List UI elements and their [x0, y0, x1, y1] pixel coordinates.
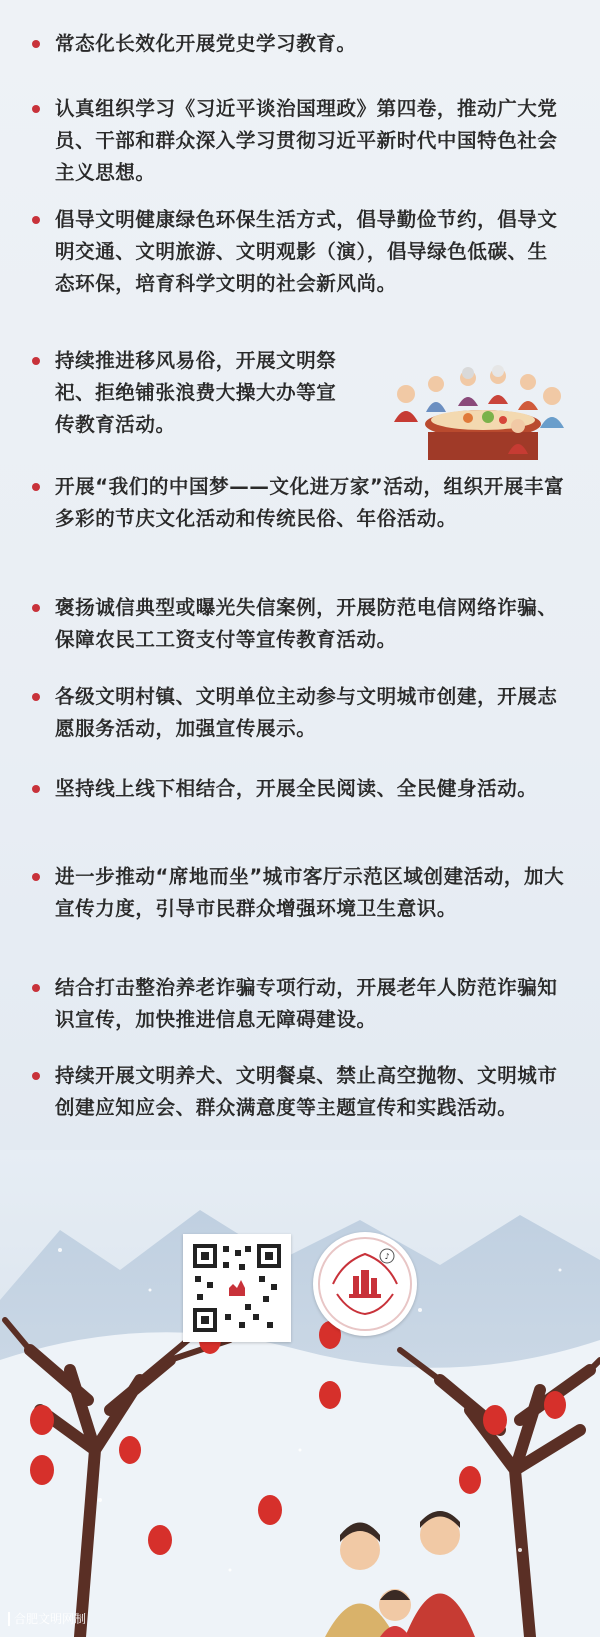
- bullet-8: [32, 785, 40, 793]
- bullet-10: [32, 984, 40, 992]
- list-item: 持续开展文明养犬、文明餐桌、禁止高空抛物、文明城市创建应知应会、群众满意度等主题宣传和实践活动。: [55, 1064, 558, 1119]
- list-item: 持续推进移风易俗，开展文明祭祀、拒绝铺张浪费大操大办等宣传教育活动。: [55, 349, 337, 436]
- list-item: 认真组织学习《习近平谈治国理政》第四卷，推动广大党员、干部和群众深入学习贯彻习近平新时代中国特色社会主义思想。: [55, 97, 558, 184]
- bullet-3: [32, 216, 40, 224]
- bullet-7: [32, 693, 40, 701]
- svg-text:♪: ♪: [384, 1252, 390, 1261]
- list-item: 褒扬诚信典型或曝光失信案例，开展防范电信网络诈骗、保障农民工工资支付等宣传教育活动。: [55, 596, 558, 651]
- bullet-11: [32, 1072, 40, 1080]
- bullet-9: [32, 873, 40, 881]
- bullet-1: [32, 40, 40, 48]
- list-item: 各级文明村镇、文明单位主动参与文明城市创建，开展志愿服务活动，加强宣传展示。: [55, 685, 558, 740]
- list-item: 开展“我们的中国梦——文化进万家”活动，组织开展丰富多彩的节庆文化活动和传统民俗、年俗活动。: [55, 475, 565, 530]
- bullet-5: [32, 483, 40, 491]
- list-item: 结合打击整治养老诈骗专项行动，开展老年人防范诈骗知识宣传，加快推进信息无障碍建设。: [55, 976, 558, 1031]
- mini-program-code: [313, 1232, 417, 1336]
- bullet-4: [32, 357, 40, 365]
- family-dinner-illustration: [388, 362, 568, 462]
- footer-credit: 合肥文明网制: [8, 1612, 86, 1626]
- list-item: 进一步推动“席地而坐”城市客厅示范区域创建活动，加大宣传力度，引导市民群众增强环境卫生意识。: [55, 865, 565, 920]
- list-item: 坚持线上线下相结合，开展全民阅读、全民健身活动。: [55, 777, 538, 800]
- bullet-6: [32, 604, 40, 612]
- list-item: 常态化长效化开展党史学习教育。: [55, 32, 357, 55]
- bullet-2: [32, 105, 40, 113]
- qr-code-icon: [183, 1234, 291, 1342]
- qr-code: [183, 1234, 291, 1342]
- winter-scene-illustration: [0, 1150, 600, 1637]
- mini-program-logo-icon: [313, 1232, 417, 1336]
- list-item: 倡导文明健康绿色环保生活方式，倡导勤俭节约，倡导文明交通、文明旅游、文明观影（演），倡导绿色低碳、生态环保，培育科学文明的社会新风尚。: [55, 208, 558, 295]
